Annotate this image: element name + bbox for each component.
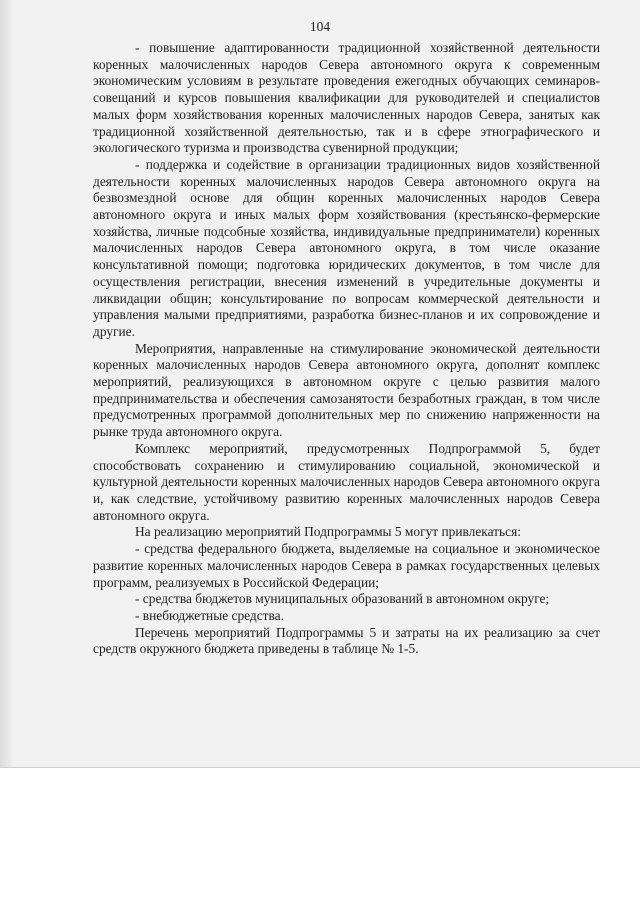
- paragraph-7: - средства бюджетов муниципальных образований в автономном округе;: [135, 591, 550, 607]
- paragraph-5: На реализацию мероприятий Подпрограммы 5 могут привлекаться:: [135, 524, 521, 540]
- page-number: 104: [309, 19, 331, 34]
- paragraph-8: - внебюджетные средства.: [135, 607, 284, 623]
- paragraph-1: - повышение адаптированности традиционной хозяйственной деятельности коренных малочисленных народов Севера автономного округа к современным экономическим условиям в результате проведения ежегодных обучающих семинаров-совещаний и курсов повышения квалификации для руководителей и специалистов малых форм хозяйствования коренных малочисленных народов Севера, занятых как традиционной хозяйственной деятельностью, так и в сфере этнографического и экологического туризма и производства сувенирной продукции;: [93, 40, 600, 156]
- paragraph-6: - средства федерального бюджета, выделяемые на социальное и экономическое развитие коренных малочисленных народов Севера в рамках государственных целевых программ, реализуемых в Российской Федерации;: [93, 541, 600, 590]
- document-body: [93, 40, 600, 658]
- paragraph-3: Мероприятия, направленные на стимулирование экономической деятельности коренных малочисленных народов Севера автономного округа, дополнят комплекс мероприятий, реализующихся в автономном округе с целью развития малого предпринимательства и обеспечения самозанятости безработных граждан, в том числе предусмотренных программой дополнительных мер по снижению напряженности на рынке труда автономного округа.: [93, 340, 600, 440]
- paragraph-4: Комплекс мероприятий, предусмотренных Подпрограммой 5, будет способствовать сохранению и стимулированию социальной, экономической и культурной деятельности коренных малочисленных народов Севера автономного округа и, как следствие, устойчивому развитию коренных малочисленных народов Севера автономного округа.: [93, 440, 600, 523]
- paragraph-9: Перечень мероприятий Подпрограммы 5 и затраты на их реализацию за счет средств окружного бюджета приведены в таблице № 1-5.: [93, 624, 600, 657]
- paragraph-2: - поддержка и содействие в организации традиционных видов хозяйственной деятельности коренных малочисленных народов Севера автономного округа на безвозмездной основе для общин коренных малочисленных народов Севера автономного округа и иных малых форм хозяйствования (крестьянско-фермерские хозяйства, личные подсобные хозяйства, индивидуальные предприниматели) коренных малочисленных народов Севера автономного округа, в том числе оказание консультативной помощи; подготовка юридических документов, в том числе для осуществления регистрации, внесения изменений в учредительные документы и ликвидации общин; консультирование по вопросам коммерческой деятельности и управления малыми предприятиями, разработка бизнес-планов и их сопровождение и другие.: [93, 156, 600, 339]
